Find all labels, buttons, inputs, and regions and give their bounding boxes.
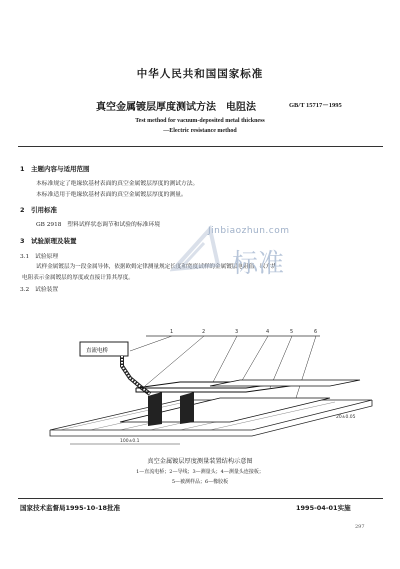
subsection-3-2-heading: 3.2 试验装置: [20, 287, 59, 293]
figure-legend-line: 1—直流电桥；2—导线；3—测量头；4—测量头连接板；: [136, 469, 264, 475]
section-1-paragraph: 本标准规定了绝缘软基材表面的真空金属镀层厚度的测试方法。: [36, 181, 199, 187]
footer-divider: [18, 498, 383, 499]
callout-number: 1: [170, 329, 174, 335]
section-1-heading: 1 主题内容与适用范围: [20, 165, 90, 173]
watermark-text: 标准: [232, 249, 285, 279]
subsection-3-1-line: 电阻表示金属镀层的厚度或直接计算其厚度。: [22, 275, 134, 281]
figure-caption: 真空金属镀层厚度测量装置结构示意图: [147, 458, 253, 465]
implementation-date: 1995-04-01实施: [296, 504, 351, 512]
standard-code: GB/T 15717－1995: [289, 102, 342, 109]
callout-number: 4: [266, 329, 270, 335]
section-1-paragraph: 本标准适用于绝缘软基材表面的真空金属镀层厚度的测量。: [36, 192, 187, 198]
english-title-line-1: Test method for vacuum-deposited metal thickness: [135, 118, 265, 124]
standard-header: 中华人民共和国国家标准: [136, 68, 264, 80]
subsection-3-1-heading: 3.1 试验原理: [20, 254, 59, 260]
header-divider: [18, 146, 383, 147]
apparatus-diagram: [30, 326, 375, 454]
callout-number: 2: [202, 329, 206, 335]
watermark-url: Jinbiaozhun.com: [208, 226, 290, 236]
document-title: 真空金属镀层厚度测试方法 电阻法: [96, 102, 256, 113]
section-2-heading: 2 引用标准: [20, 206, 58, 214]
bridge-box-label: 直流电桥: [86, 348, 109, 354]
callout-numbers: [170, 329, 317, 335]
callout-number: 6: [314, 329, 318, 335]
page-number: 297: [355, 524, 365, 530]
section-3-heading: 3 试验原理及装置: [20, 237, 77, 245]
approval-date: 国家技术监督局1995-10-18批准: [20, 504, 121, 512]
callout-number: 5: [290, 329, 294, 335]
callout-number: 3: [235, 329, 239, 335]
english-title-line-2: —Electric resistance method: [163, 128, 237, 134]
subsection-3-1-line: 试样金属镀层为一段金属导体，依据欧姆定律测量规定长度和宽度试样的金属镀层电阻值，以方块: [36, 264, 277, 270]
figure-legend-line: 5—被测样品；6—橡胶板: [171, 479, 229, 485]
dimension-side: 20±0.05: [336, 415, 356, 420]
dimension-bottom: 100±0.1: [120, 439, 140, 444]
section-2-paragraph: GB 2918 塑料试样状态调节和试验的标准环境: [36, 222, 161, 228]
